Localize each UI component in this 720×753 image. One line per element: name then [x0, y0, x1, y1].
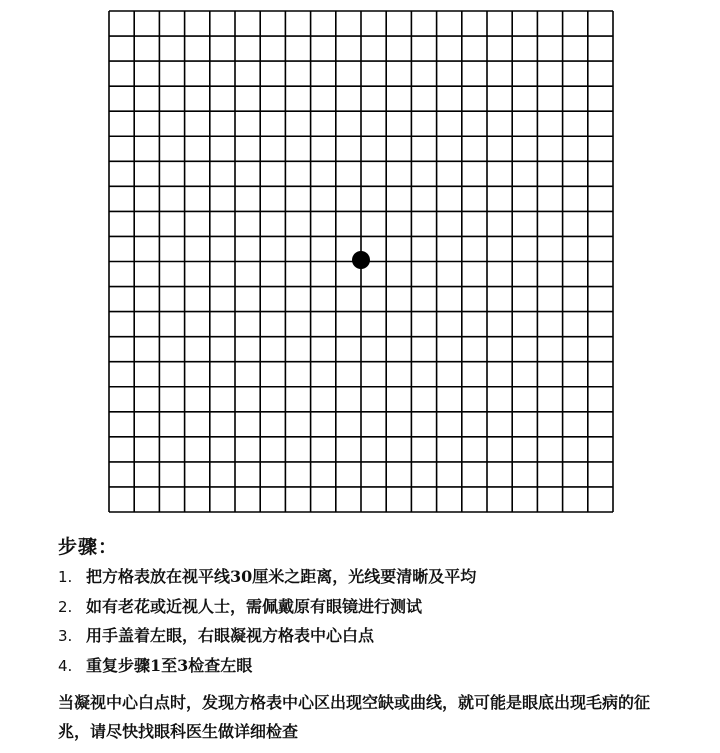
- warning-note: 当凝视中心白点时，发现方格表中心区出现空缺或曲线，就可能是眼底出现毛病的征兆，请尽快找眼科医生做详细检查: [58, 693, 651, 741]
- steps-heading: 步骤：: [58, 536, 119, 558]
- step-text: 重复步骤1至3检查左眼: [86, 655, 253, 675]
- step-number: 2.: [58, 597, 73, 616]
- step-number: 4.: [58, 656, 73, 675]
- step-text: 用手盖着左眼，右眼凝视方格表中心白点: [86, 626, 375, 645]
- step-text: 如有老花或近视人士，需佩戴原有眼镜进行测试: [86, 596, 423, 616]
- amsler-grid: [108, 10, 614, 513]
- grid-center-dot: [352, 251, 370, 269]
- step-number: 3.: [58, 627, 73, 645]
- step-item: [58, 592, 476, 622]
- steps-list: [58, 562, 476, 680]
- step-text: 把方格表放在视平线30厘米之距离，光线要清晰及平均: [86, 567, 477, 586]
- step-number: 1.: [58, 568, 73, 586]
- step-item: [58, 562, 476, 592]
- step-item: [58, 621, 476, 651]
- step-item: [58, 651, 476, 681]
